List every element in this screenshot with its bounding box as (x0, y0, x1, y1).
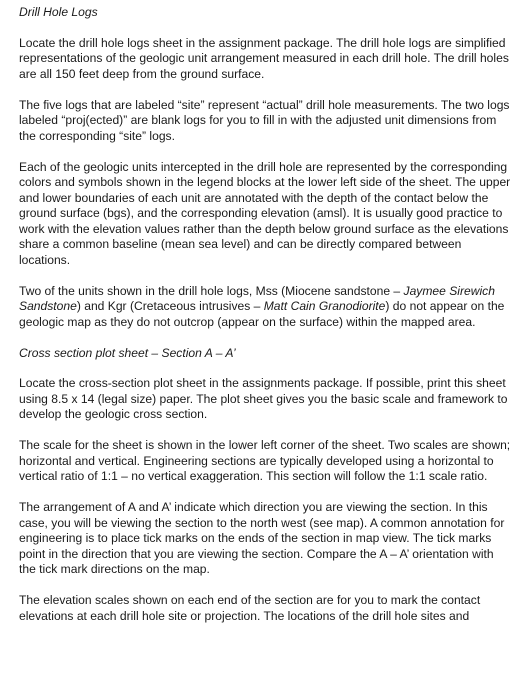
paragraph (19, 284, 511, 331)
paragraph (19, 500, 511, 578)
paragraph (19, 438, 511, 485)
text-run: Locate the cross-section plot sheet in the assignments package. If possible, print this sheet using 8.5 x 14 (legal size) paper. The plot sheet gives you the basic scale and framework to develop the geologic cross section. (19, 376, 508, 421)
text-run: The elevation scales shown on each end of the section are for you to mark the contact elevations at each drill hole site or projection. The locations of the drill hole sites and (19, 593, 481, 623)
text-run: The five logs that are labeled “site” represent “actual” drill hole measurements. The two logs labeled “proj(ected)” are blank logs for you to fill in with the adjusted unit dimensions from the corresponding “site” logs. (19, 97, 510, 143)
text-run: Each of the geologic units intercepted in the drill hole are represented by the corresponding colors and symbols shown in the legend blocks at the lower left side of the sheet. The upper and lower boundaries of each unit are annotated with the depth of the contact below the ground surface (bgs), and the corresponding elevation (amsl). It is usually good practice to work with the elevation values rather than the depth below ground surface as the elevations share a common baseline (mean sea level) and can be directly compared between locations. (19, 159, 511, 267)
text-run: ) do not appear on the geologic map as they do not outcrop (appear on the surface) within the mapped area. (19, 299, 505, 329)
text-run: The arrangement of A and A’ indicate which direction you are viewing the section. In this case, you will be viewing the section to the north west (see map). A common annotation for engineering is to place tick marks on the ends of the section in map view. The tick marks point in the direction that you are viewing the section. Compare the A – A’ orientation with the tick mark directions on the map. (19, 500, 505, 576)
paragraph (19, 160, 511, 269)
italic-text-run: Jaymee Sirewich Sandstone (19, 283, 495, 313)
italic-text-run: Matt Cain Granodiorite (263, 299, 386, 313)
section-heading: Drill Hole Logs (19, 5, 98, 19)
paragraph (19, 376, 511, 423)
paragraph (19, 593, 511, 624)
text-run: ) and Kgr (Cretaceous intrusives – (76, 299, 264, 313)
paragraph (19, 98, 511, 145)
text-run: The scale for the sheet is shown in the lower left corner of the sheet. Two scales are shown; horizontal and vertical. Engineering sections are typically developed using a horizontal to vertical ratio of 1:1 – no vertical exaggeration. This section will follow the 1:1 scale ratio. (19, 438, 511, 483)
section-heading: Cross section plot sheet – Section A – A’ (19, 345, 236, 360)
paragraph (19, 36, 511, 83)
text-run: Two of the units shown in the drill hole logs, Mss (Miocene sandstone – (19, 283, 404, 298)
text-run: Locate the drill hole logs sheet in the assignment package. The drill hole logs are simplified representations of the geologic unit arrangement measured in each drill hole. The drill holes are all 150 feet deep from the ground surface. (19, 35, 509, 81)
